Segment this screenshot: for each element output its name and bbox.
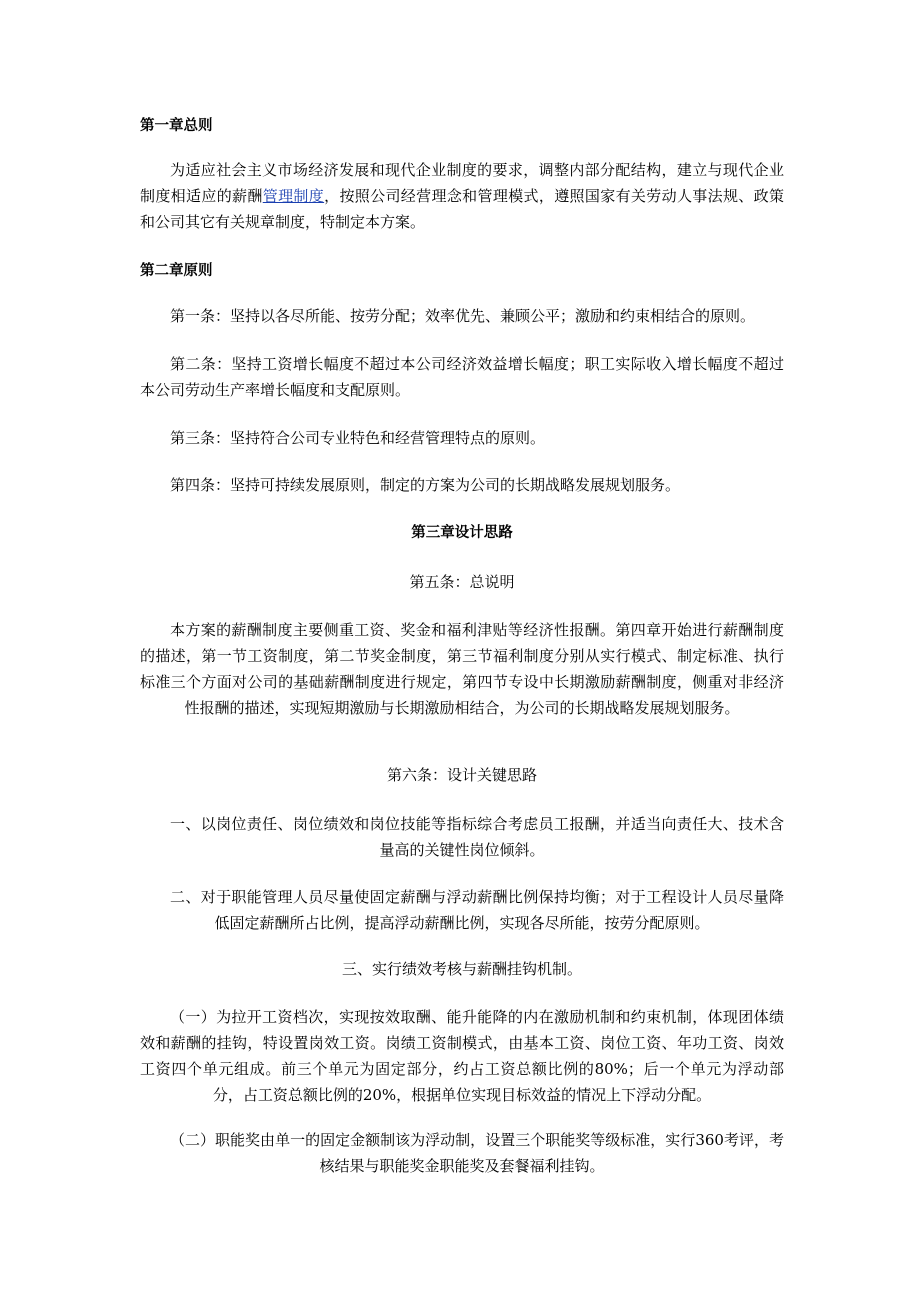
chapter3-title: 第三章设计思路 <box>411 525 513 541</box>
key-point-1: 一、以岗位责任、岗位绩效和岗位技能等指标综合考虑员工报酬，并适当向责任大、技术含量高的关键性岗位倾斜。 <box>170 815 784 859</box>
chapter2-title: 第二章原则 <box>140 263 213 279</box>
chapter1-paragraph <box>140 157 784 235</box>
sub-point-2: （二）职能奖由单一的固定金额制该为浮动制，设置三个职能奖等级标准，实行360考评，考核结果与职能奖金职能奖及套餐福利挂钩。 <box>170 1131 784 1175</box>
article-2: 第二条：坚持工资增长幅度不超过本公司经济效益增长幅度；职工实际收入增长幅度不超过本公司劳动生产率增长幅度和支配原则。 <box>140 355 784 399</box>
chapter1-text-after: ，按照公司经营理念和管理模式，遵照国家有关劳动人事法规、政策和公司其它有关规章制度，特制定本方案。 <box>140 187 784 231</box>
key-point-3: 三、实行绩效考核与薪酬挂钩机制。 <box>341 960 582 978</box>
article-3: 第三条：坚持符合公司专业特色和经营管理特点的原则。 <box>170 429 546 447</box>
article-5-body: 本方案的薪酬制度主要侧重工资、奖金和福利津贴等经济性报酬。第四章开始进行薪酬制度的描述，第一节工资制度，第二节奖金制度，第三节福利制度分别从实行模式、制定标准、执行标准三个方面对公司的基础薪酬制度进行规定，第四节专设中长期激励薪酬制度，侧重对非经济性报酬的描述，实现短期激励与长期激励相结合，为公司的长期战略发展规划服务。 <box>140 621 784 717</box>
management-system-link[interactable]: 管理制度 <box>262 187 325 205</box>
article-5-title: 第五条：总说明 <box>409 573 515 591</box>
key-point-2: 二、对于职能管理人员尽量使固定薪酬与浮动薪酬比例保持均衡；对于工程设计人员尽量降低固定薪酬所占比例，提高浮动薪酬比例，实现各尽所能，按劳分配原则。 <box>170 888 784 932</box>
sub-point-1: （一）为拉开工资档次，实现按效取酬、能升能降的内在激励机制和约束机制，体现团体绩效和薪酬的挂钩，特设置岗效工资。岗绩工资制模式，由基本工资、岗位工资、年功工资、岗效工资四个单元组成。前三个单元为固定部分，约占工资总额比例的80%；后一个单元为浮动部分，占工资总额比例的20%，根据单位实现目标效益的情况上下浮动分配。 <box>140 1008 784 1104</box>
chapter1-text-before: 为适应社会主义市场经济发展和现代企业制度的要求，调整内部分配结构，建立与现代企业制度相适应的薪酬 <box>140 161 784 205</box>
chapter1-title: 第一章总则 <box>140 118 213 134</box>
article-1: 第一条：坚持以各尽所能、按劳分配；效率优先、兼顾公平；激励和约束相结合的原则。 <box>170 307 756 325</box>
article-6-title: 第六条：设计关键思路 <box>386 766 537 784</box>
article-4: 第四条：坚持可持续发展原则，制定的方案为公司的长期战略发展规划服务。 <box>170 476 681 494</box>
